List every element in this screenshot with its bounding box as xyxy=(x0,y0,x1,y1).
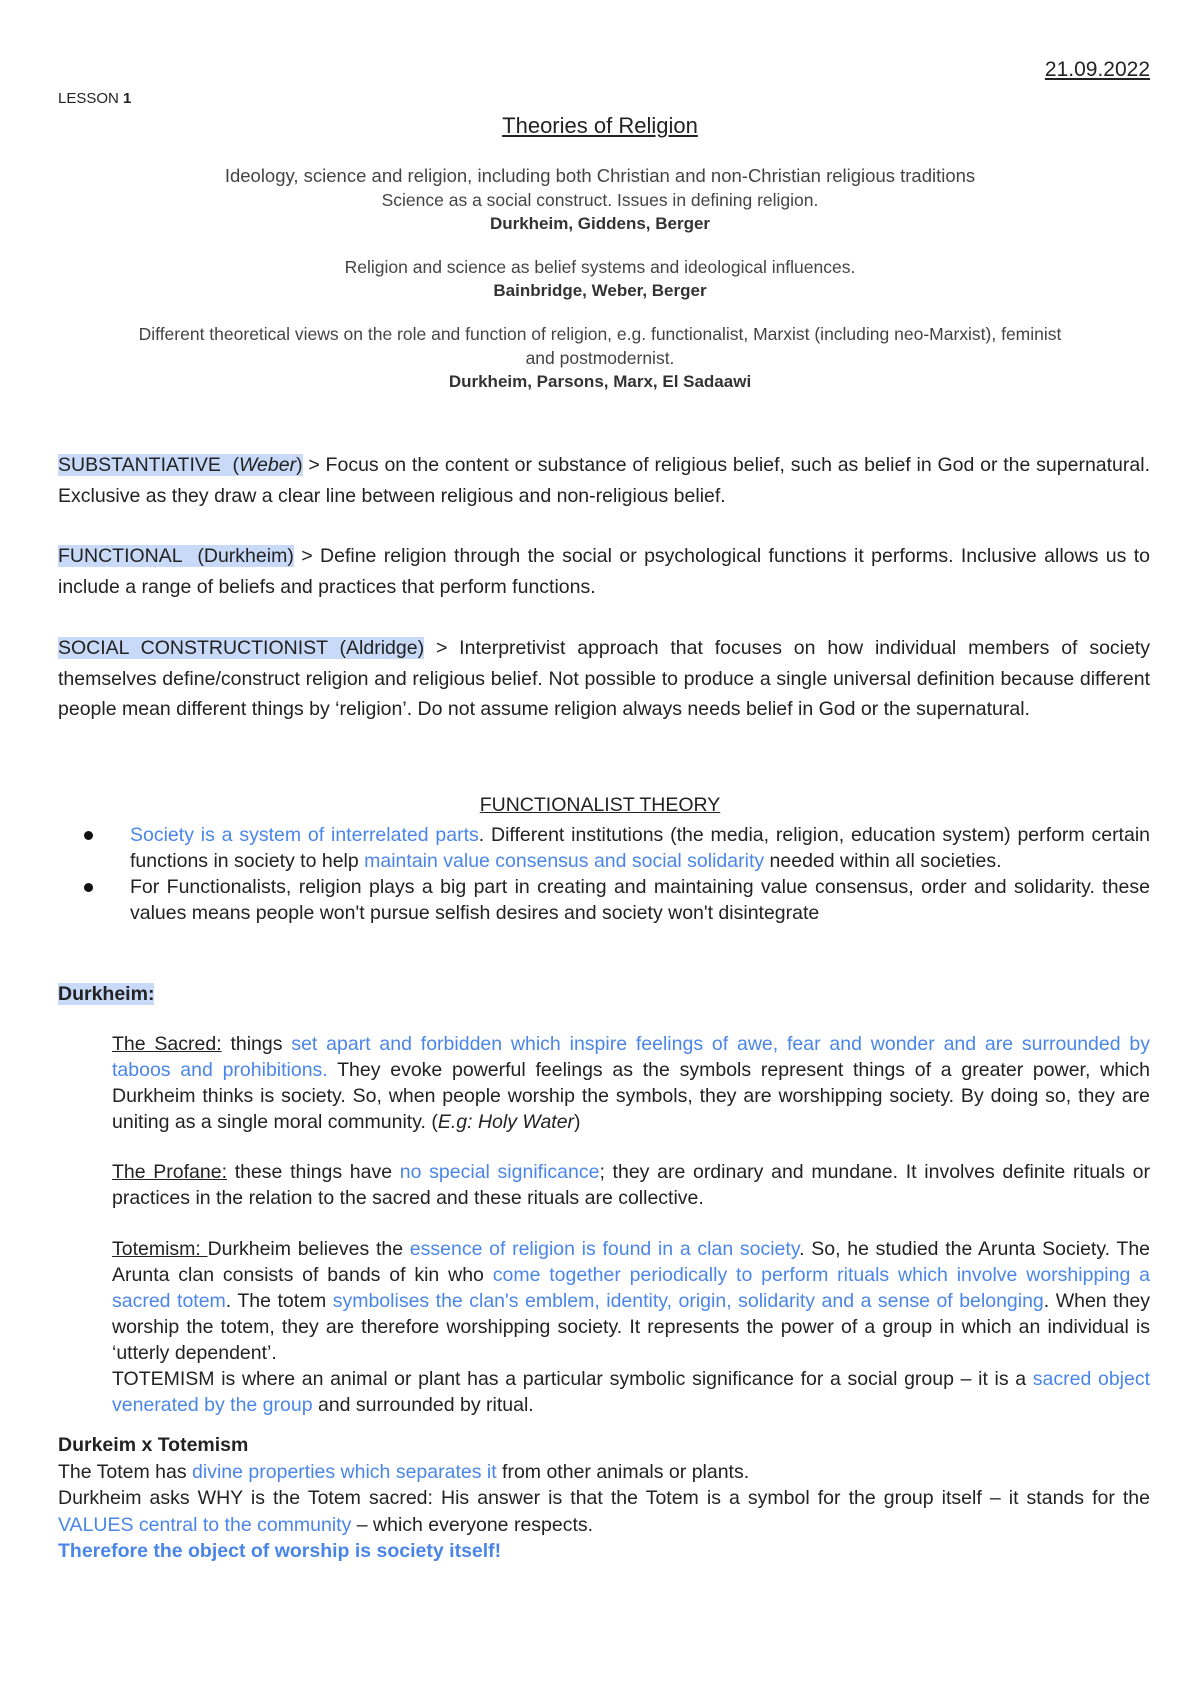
intro-block-1: Ideology, science and religion, including both Christian and non-Christian religious traditions Science as a social construct. Issues in defining religion. Durkheim, Giddens, Berger xyxy=(224,165,976,233)
term-highlight: FUNCTIONAL (Durkheim) xyxy=(58,545,294,567)
durkheim-profane xyxy=(58,1159,1150,1211)
intro-block-3: Different theoretical views on the role and function of religion, e.g. functionalist, Marxist (including neo-Marxist), feminist and postmodernist. Durkheim, Parsons, Marx, El Sadaawi xyxy=(138,324,1062,391)
functionalist-list xyxy=(58,822,1150,926)
durkheim-sacred xyxy=(58,1031,1150,1135)
section-heading: Durkeim x Totemism xyxy=(58,1434,249,1456)
bullet-icon xyxy=(84,831,93,840)
definition-social-constructionist: SOCIAL CONSTRUCTIONIST (Aldridge) > Interpretivist approach that focuses on how individual members of society themselves define/construct religion and religious belief. Not possible to produce a single universal definition because different people mean different things by ‘religion’. Do not assume religion always needs belief in God or the supernatural. xyxy=(58,637,1151,720)
date: 21.09.2022 xyxy=(1044,58,1150,81)
page-title: Theories of Religion xyxy=(502,113,698,138)
term-highlight: SOCIAL CONSTRUCTIONIST (Aldridge) xyxy=(58,637,425,659)
list-item: For Functionalists, religion plays a big part in creating and maintaining value consensus, order and solidarity. these values means people won't pursue selfish desires and society won't disintegrate xyxy=(58,874,1150,926)
bullet-icon xyxy=(84,883,93,892)
list-item: Totemism: Durkheim believes the essence of religion is found in a clan society. So, he studied the Arunta Society. The Arunta clan consists of bands of kin who come together periodically to perform rituals which involve worshipping a sacred totem. The totem symbolises the clan's emblem, identity, origin, solidarity and a sense of belonging. When they worship the totem, they are therefore worshipping society. It represents the power of a group in which an individual is ‘utterly dependent’. TOTEMISM is where an animal or plant has a particular symbolic significance for a social group – it is a sacred object venerated by the group and surrounded by ritual. xyxy=(112,1238,1151,1416)
intro-block-2: Religion and science as belief systems and ideological influences. Bainbridge, Weber, Berger xyxy=(344,257,856,300)
list-item: The Profane: these things have no special significance; they are ordinary and mundane. It involves definite rituals or practices in the relation to the sacred and these rituals are collective. xyxy=(112,1161,1151,1209)
list-item: The Sacred: things set apart and forbidden which inspire feelings of awe, fear and wonder and are surrounded by taboos and prohibitions. They evoke powerful feelings as the symbols represent things of a greater power, which Durkheim thinks is society. So, when people worship the symbols, they are worshipping society. By doing so, they are uniting as a single moral community. (E.g: Holy Water) xyxy=(112,1033,1151,1133)
term-highlight: SUBSTANTIATIVE (Weber) xyxy=(58,454,303,476)
durkheim-heading: Durkheim: xyxy=(58,983,155,1005)
list-item: Society is a system of interrelated parts. Different institutions (the media, religion, education system) perform certain functions in society to help maintain value consensus and social solidarity needed within all societies. xyxy=(58,822,1150,874)
definition-functional: FUNCTIONAL (Durkheim) > Define religion through the social or psychological functions it performs. Inclusive allows us to include a range of beliefs and practices that perform functions. xyxy=(58,545,1150,598)
lesson-label: LESSON 1 xyxy=(58,90,132,107)
conclusion: Therefore the object of worship is society itself! xyxy=(58,1540,502,1562)
totem-section: Durkeim x Totemism The Totem has divine properties which separates it from other animals or plants. Durkheim asks WHY is the Totem sacred: His answer is that the Totem is a symbol for the group itself – it stands for the VALUES central to the community – which everyone respects. Therefore the object of worship is society itself! xyxy=(58,1432,1150,1565)
definition-substantive: SUBSTANTIATIVE (Weber) > Focus on the content or substance of religious belief, such as belief in God or the supernatural. Exclusive as they draw a clear line between religious and non-religious belief. xyxy=(58,454,1150,507)
durkheim-totemism xyxy=(58,1236,1150,1418)
section-title-functionalist: FUNCTIONALIST THEORY xyxy=(479,794,721,816)
